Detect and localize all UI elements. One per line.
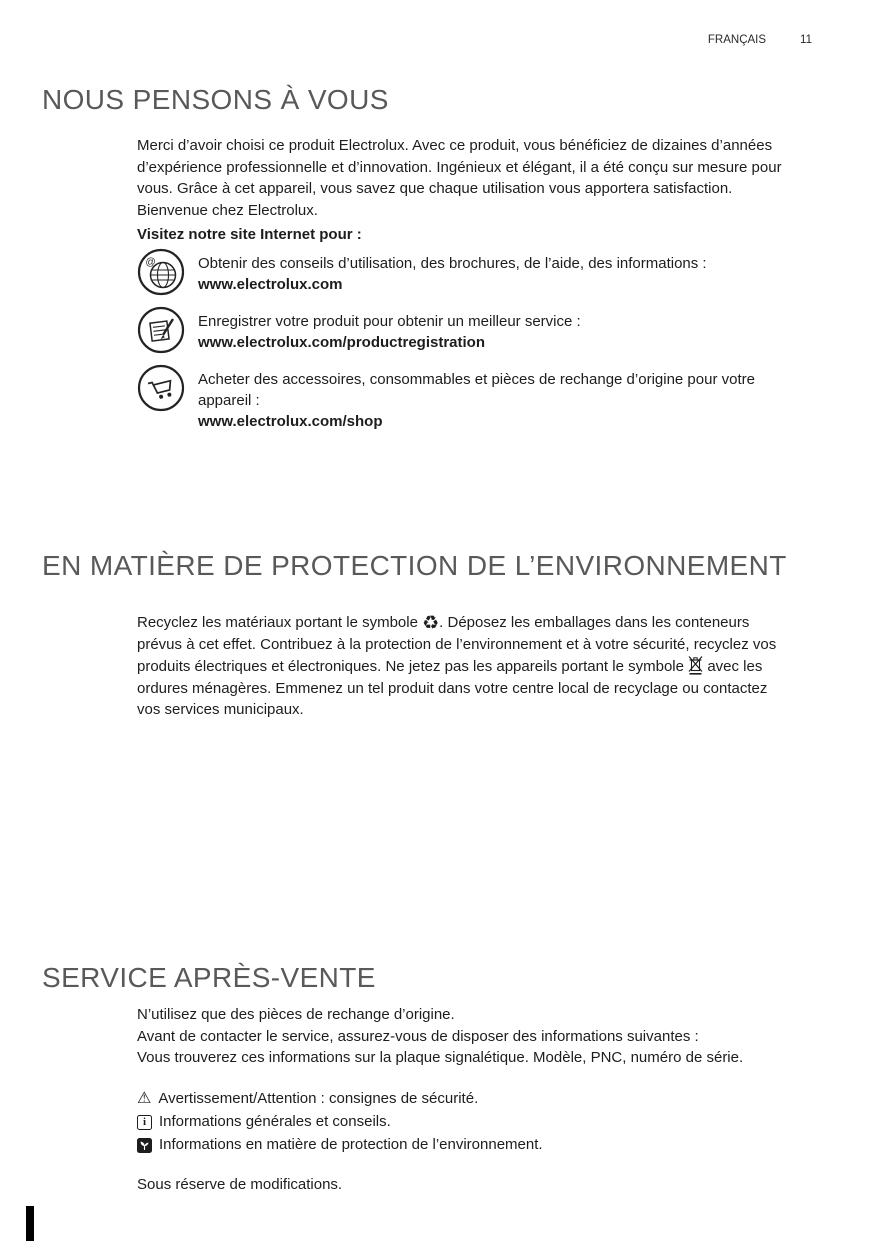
link-text-block (198, 364, 783, 432)
link-text-block (198, 306, 581, 354)
warning-icon: ⚠ (137, 1090, 152, 1107)
service-line: N’utilisez que des pièces de rechange d’origine. (137, 1006, 455, 1023)
link-url[interactable]: www.electrolux.com/productregistration (198, 334, 485, 351)
page-number: 11 (800, 34, 812, 46)
link-text-block (198, 248, 707, 296)
print-registration-mark (26, 1206, 34, 1241)
legend-note-warning (137, 1089, 543, 1109)
legend-note-text: Avertissement/Attention : consignes de sécurité. (158, 1090, 479, 1107)
legend-note-info (137, 1112, 543, 1132)
legend-note-environment (137, 1135, 543, 1155)
service-line: Avant de contacter le service, assurez-vous de disposer des informations suivantes : (137, 1027, 699, 1045)
environment-paragraph (137, 612, 792, 721)
intro-paragraph: Merci d’avoir choisi ce produit Electrolux. Avec ce produit, vous bénéficiez de dizaines d’années d’expérience professionnelle et d’innovation. Ingénieux et élégant, il a été conçu sur mesure pour vous. Grâce à cet appareil, vous savez que chaque utilisation vous apportera satisfaction. Bienvenue chez Electrolux. (137, 137, 782, 219)
page-header (708, 34, 812, 46)
service-line: Vous trouverez ces informations sur la plaque signalétique. Modèle, PNC, numéro de série. (137, 1049, 744, 1066)
section-title-we-think-of-you: NOUS PENSONS À VOUS (42, 84, 389, 115)
link-description: Enregistrer votre produit pour obtenir un meilleur service : (198, 313, 581, 330)
website-link-item (137, 248, 815, 296)
environment-text-part1: Recyclez les matériaux portant le symbole (137, 614, 418, 631)
website-links-list (137, 248, 815, 432)
link-url[interactable]: www.electrolux.com/shop (198, 413, 383, 430)
register-document-icon (137, 306, 185, 354)
link-url[interactable]: www.electrolux.com (198, 276, 343, 293)
modifications-note: Sous réserve de modifications. (137, 1176, 343, 1193)
link-description: Acheter des accessoires, consommables et pièces de rechange d’origine pour votre appareil : (198, 371, 755, 409)
section-title-environment: EN MATIÈRE DE PROTECTION DE L’ENVIRONNEMENT (42, 550, 787, 581)
visit-website-heading: Visitez notre site Internet pour : (137, 226, 362, 243)
service-paragraph (137, 1004, 837, 1069)
environment-text-part3: avec les ordures ménagères. Emmenez un tel produit dans votre centre local de recyclage ou contactez vos services municipaux. (137, 658, 768, 718)
legend-notes (137, 1089, 543, 1155)
language-label: FRANÇAIS (707, 34, 767, 46)
section-title-after-sales-service: SERVICE APRÈS-VENTE (42, 962, 376, 993)
legend-note-text: Informations en matière de protection de l’environnement. (159, 1136, 543, 1153)
info-icon: i (137, 1115, 152, 1130)
website-link-item (137, 364, 815, 432)
crossed-wheelie-bin-icon (688, 655, 703, 675)
svg-text:@: @ (145, 257, 156, 268)
globe-at-icon (137, 248, 185, 296)
shopping-cart-icon (137, 364, 185, 412)
website-link-item (137, 306, 815, 354)
link-description: Obtenir des conseils d’utilisation, des brochures, de l’aide, des informations : (198, 255, 707, 272)
legend-note-text: Informations générales et conseils. (159, 1113, 391, 1130)
recycle-symbol-icon: ♻ (422, 613, 440, 634)
environment-icon (137, 1138, 152, 1153)
environment-text-part2: . Déposez les emballages dans les conteneurs prévus à cet effet. Contribuez à la protection de l’environnement et à votre sécurité, recyclez vos produits électriques et électroniques. Ne jetez pas les appareils portant le symbole (137, 614, 777, 675)
